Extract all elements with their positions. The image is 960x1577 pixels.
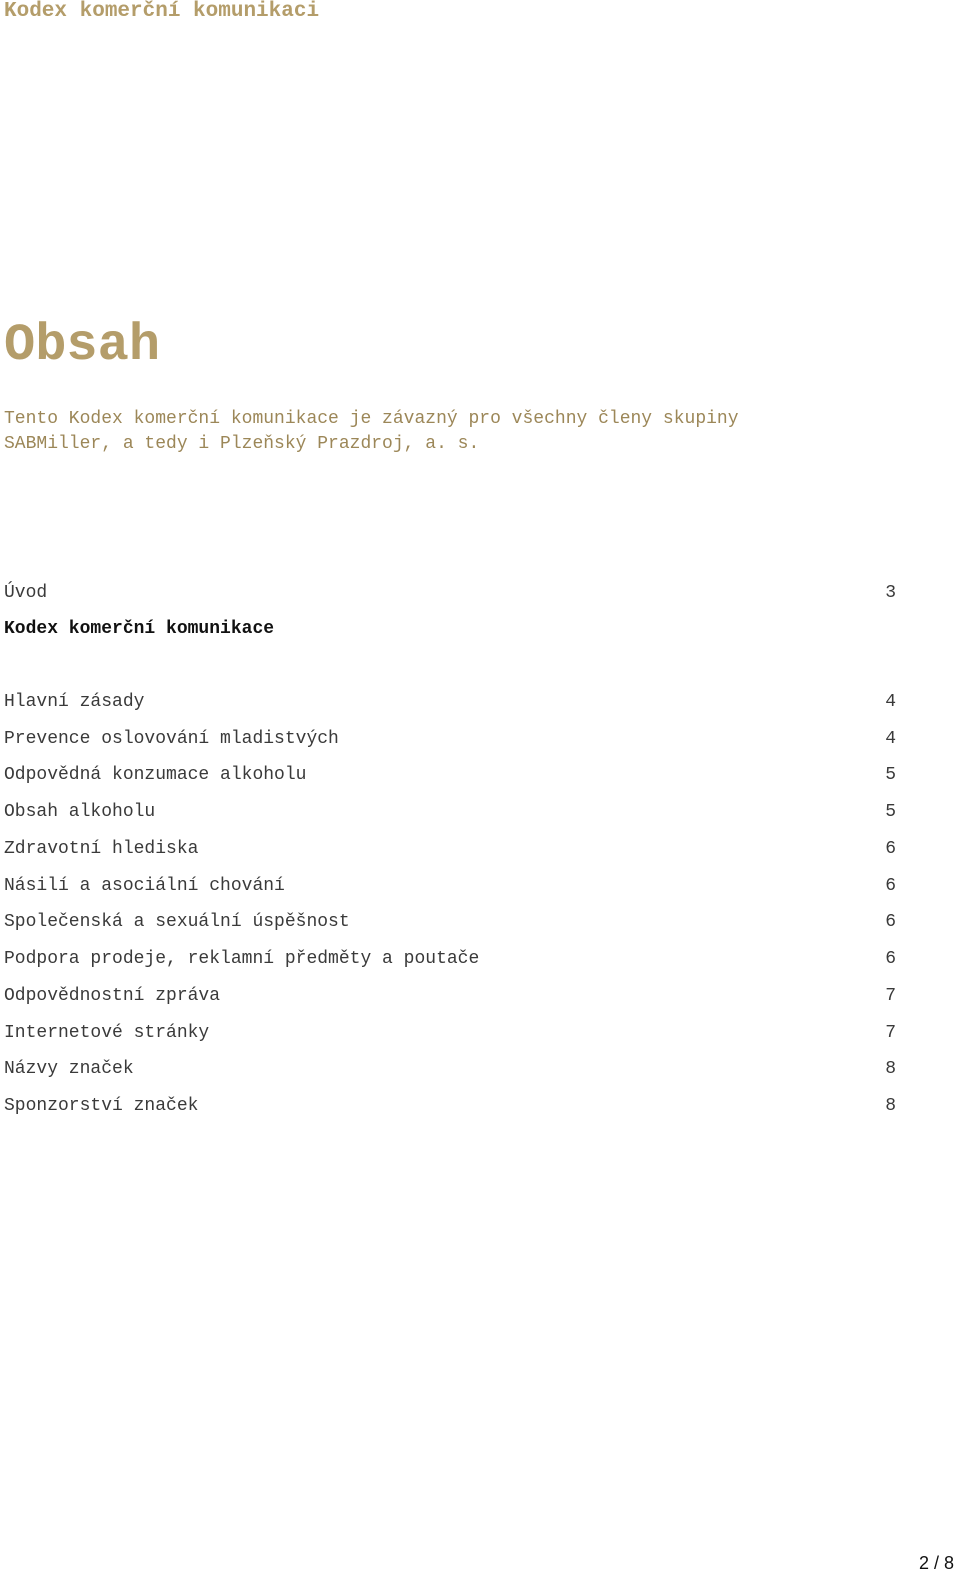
toc-entry[interactable]	[4, 727, 896, 751]
toc-entry[interactable]	[4, 800, 896, 824]
toc-entry-label: Úvod	[4, 583, 48, 603]
toc-entry[interactable]	[4, 1057, 896, 1081]
toc-entry-page: 4	[885, 692, 896, 712]
toc-entry-label: Odpovědná konzumace alkoholu	[4, 765, 307, 785]
toc-entry-uvod[interactable]	[4, 581, 896, 605]
toc-entry-label: Sponzorství značek	[4, 1096, 199, 1116]
document-header-title: Kodex komerční komunikaci	[4, 0, 320, 23]
toc-entry-label: Zdravotní hlediska	[4, 839, 199, 859]
toc-entry-page: 6	[885, 949, 896, 969]
toc-entry-page: 7	[885, 986, 896, 1006]
toc-entry[interactable]	[4, 1094, 896, 1118]
toc-entry-label: Názvy značek	[4, 1059, 134, 1079]
page-indicator: 2 / 8	[918, 1553, 954, 1573]
contents-heading: Obsah	[4, 316, 161, 375]
toc-entry[interactable]	[4, 947, 896, 971]
toc-entry[interactable]	[4, 984, 896, 1008]
toc-entry[interactable]	[4, 690, 896, 714]
toc-entry-page: 5	[885, 802, 896, 822]
toc-entry-label: Internetové stránky	[4, 1023, 210, 1043]
toc-entry-label: Společenská a sexuální úspěšnost	[4, 912, 350, 932]
toc-entry[interactable]	[4, 837, 896, 861]
toc-entry-page: 7	[885, 1023, 896, 1043]
toc-entry-page: 8	[885, 1059, 896, 1079]
toc-entry-page: 5	[885, 765, 896, 785]
toc-entry-page: 3	[885, 583, 896, 603]
toc-group-label: Kodex komerční komunikace	[4, 619, 275, 639]
toc-entry-page: 8	[885, 1096, 896, 1116]
intro-line: Tento Kodex komerční komunikace je závazný pro všechny členy skupiny	[4, 409, 739, 429]
toc-entry-page: 4	[885, 729, 896, 749]
toc-entry-page: 6	[885, 912, 896, 932]
toc-entry-page: 6	[885, 876, 896, 896]
toc-entry-label: Prevence oslovování mladistvých	[4, 729, 339, 749]
toc-entry-label: Podpora prodeje, reklamní předměty a poutače	[4, 949, 480, 969]
toc-entry-label: Obsah alkoholu	[4, 802, 156, 822]
toc-entry-label: Odpovědnostní zpráva	[4, 986, 221, 1006]
intro-line: SABMiller, a tedy i Plzeňský Prazdroj, a. s.	[4, 434, 480, 454]
toc-entry[interactable]	[4, 874, 896, 898]
toc-entry-page: 6	[885, 839, 896, 859]
toc-entry-label: Hlavní zásady	[4, 692, 145, 712]
toc-entry[interactable]	[4, 1021, 896, 1045]
toc-entry[interactable]	[4, 763, 896, 787]
toc-entry-label: Násilí a asociální chování	[4, 876, 285, 896]
toc-entry[interactable]	[4, 910, 896, 934]
intro-paragraph	[4, 407, 904, 457]
toc-group-title	[4, 617, 896, 641]
